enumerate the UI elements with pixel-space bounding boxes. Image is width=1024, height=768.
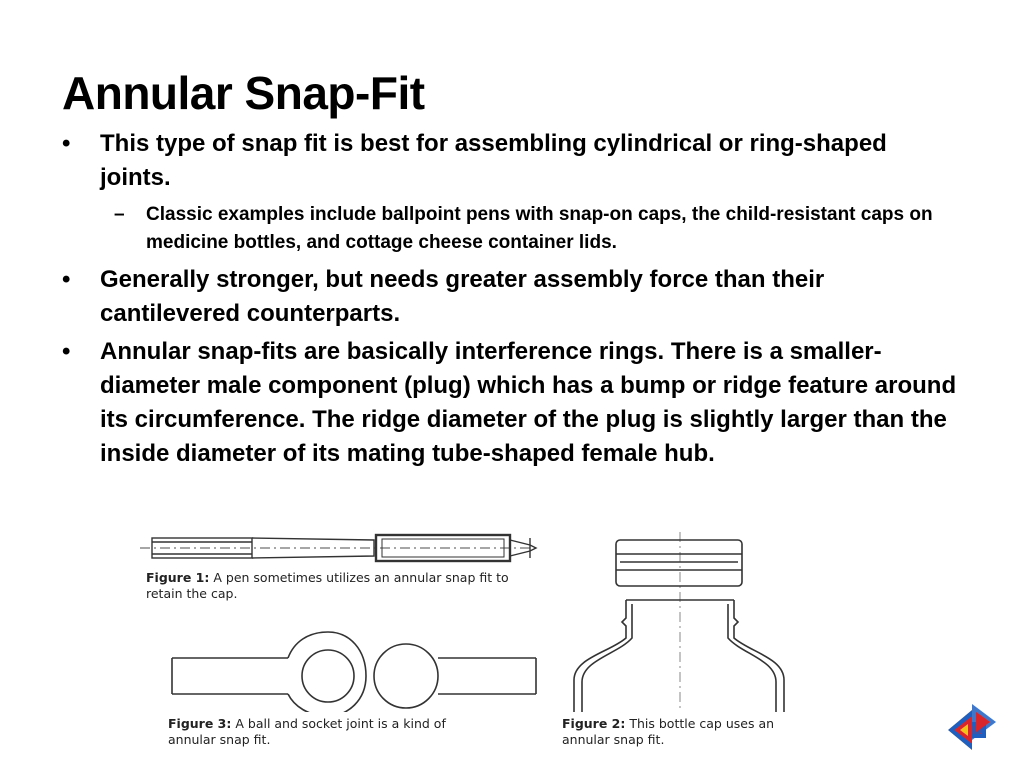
figure-label: Figure 3: bbox=[168, 716, 232, 731]
figure-caption bbox=[168, 716, 488, 748]
figure-label: Figure 1: bbox=[146, 570, 210, 585]
figure-label: Figure 2: bbox=[562, 716, 626, 731]
bullet-text: Generally stronger, but needs greater assembly force than their cantilevered counterparts. bbox=[100, 266, 825, 327]
slide-title: Annular Snap-Fit bbox=[62, 67, 425, 119]
sub-bullet-dash: – bbox=[114, 204, 125, 225]
bullet-text: This type of snap fit is best for assembling cylindrical or ring-shaped joints. bbox=[100, 130, 887, 191]
bullet-item bbox=[62, 335, 962, 471]
figure-ball-socket bbox=[138, 622, 548, 750]
figure-pen bbox=[138, 530, 548, 610]
bullet-dot: • bbox=[62, 266, 71, 293]
figure-caption-text: A ball and socket joint is a kind of annular snap fit. bbox=[168, 716, 446, 747]
bullet-item bbox=[62, 263, 962, 331]
bullet-dot: • bbox=[62, 130, 71, 157]
bullet-item bbox=[62, 127, 962, 195]
figure-caption bbox=[562, 716, 796, 748]
figure-caption-text: This bottle cap uses an annular snap fit. bbox=[562, 716, 775, 747]
figure-bottle-cap bbox=[560, 530, 796, 752]
ball-socket-drawing bbox=[138, 622, 548, 712]
figure-caption bbox=[146, 570, 546, 602]
figure-caption-text: A pen sometimes utilizes an annular snap fit to retain the cap. bbox=[146, 570, 509, 601]
bullet-dot: • bbox=[62, 338, 71, 365]
sub-bullet-item bbox=[62, 201, 962, 257]
bullet-text: Annular snap-fits are basically interference rings. There is a smaller-diameter male component (plug) which has a bump or ridge feature around its circumference. The ridge diameter of the plug is slightly larger than the inside diameter of its mating tube-shaped female hub. bbox=[100, 338, 957, 467]
sub-bullet-text: Classic examples include ballpoint pens with snap-on caps, the child-resistant caps on medicine bottles, and cottage cheese container lids. bbox=[146, 204, 933, 253]
bullet-list bbox=[62, 127, 962, 475]
pen-drawing bbox=[138, 530, 548, 570]
corner-logo-icon bbox=[946, 700, 998, 752]
bottle-cap-drawing bbox=[560, 530, 796, 712]
